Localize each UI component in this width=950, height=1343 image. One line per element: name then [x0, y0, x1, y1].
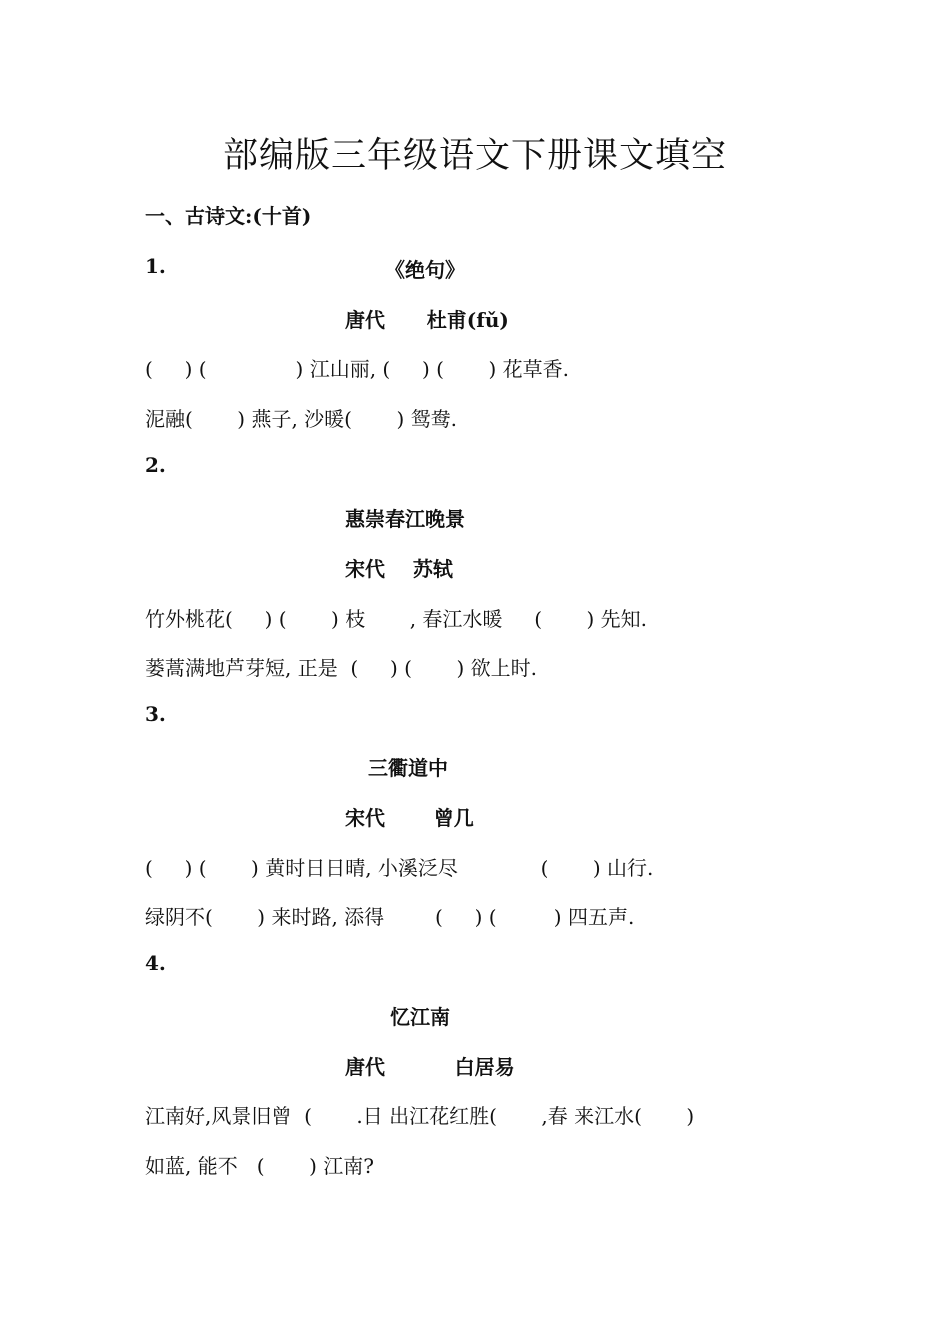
poem-line: 泥融( ) 燕子, 沙暖( ) 鸳鸯. — [145, 407, 458, 431]
poem-number: 2. — [145, 453, 166, 477]
poem-author: 宋代 苏轼 — [345, 557, 453, 581]
poem-line: 如蓝, 能不 ( ) 江南? — [145, 1154, 374, 1178]
section-heading: 一、古诗文:(十首) — [145, 204, 312, 228]
poem-line: ( ) ( ) 江山丽, ( ) ( ) 花草香. — [145, 357, 570, 381]
poem-number: 1. — [145, 254, 166, 278]
poem-line: ( ) ( ) 黄时日日晴, 小溪泛尽 ( ) 山行. — [145, 856, 654, 880]
poem-number: 3. — [145, 702, 166, 726]
poem-line: 绿阴不( ) 来时路, 添得 ( ) ( ) 四五声. — [145, 905, 635, 929]
poem-author: 唐代 白居易 — [345, 1055, 515, 1079]
poem-title: 惠崇春江晚景 — [345, 507, 465, 531]
poem-title: 三衢道中 — [368, 756, 448, 780]
page-title: 部编版三年级语文下册课文填空 — [222, 136, 727, 176]
poem-line: 竹外桃花( ) ( ) 枝 , 春江水暖 ( ) 先知. — [145, 607, 648, 631]
poem-number: 4. — [145, 951, 166, 975]
poem-line: 蒌蒿满地芦芽短, 正是 ( ) ( ) 欲上时. — [145, 656, 538, 680]
poem-title: 忆江南 — [390, 1005, 450, 1029]
poem-line: 江南好,风景旧曾 ( .日 出江花红胜( ,春 来江水( ) — [145, 1104, 695, 1128]
poem-author: 唐代 杜甫(fǔ) — [345, 308, 509, 332]
poem-author: 宋代 曾几 — [345, 806, 474, 830]
poem-title: 《绝句》 — [385, 258, 465, 282]
